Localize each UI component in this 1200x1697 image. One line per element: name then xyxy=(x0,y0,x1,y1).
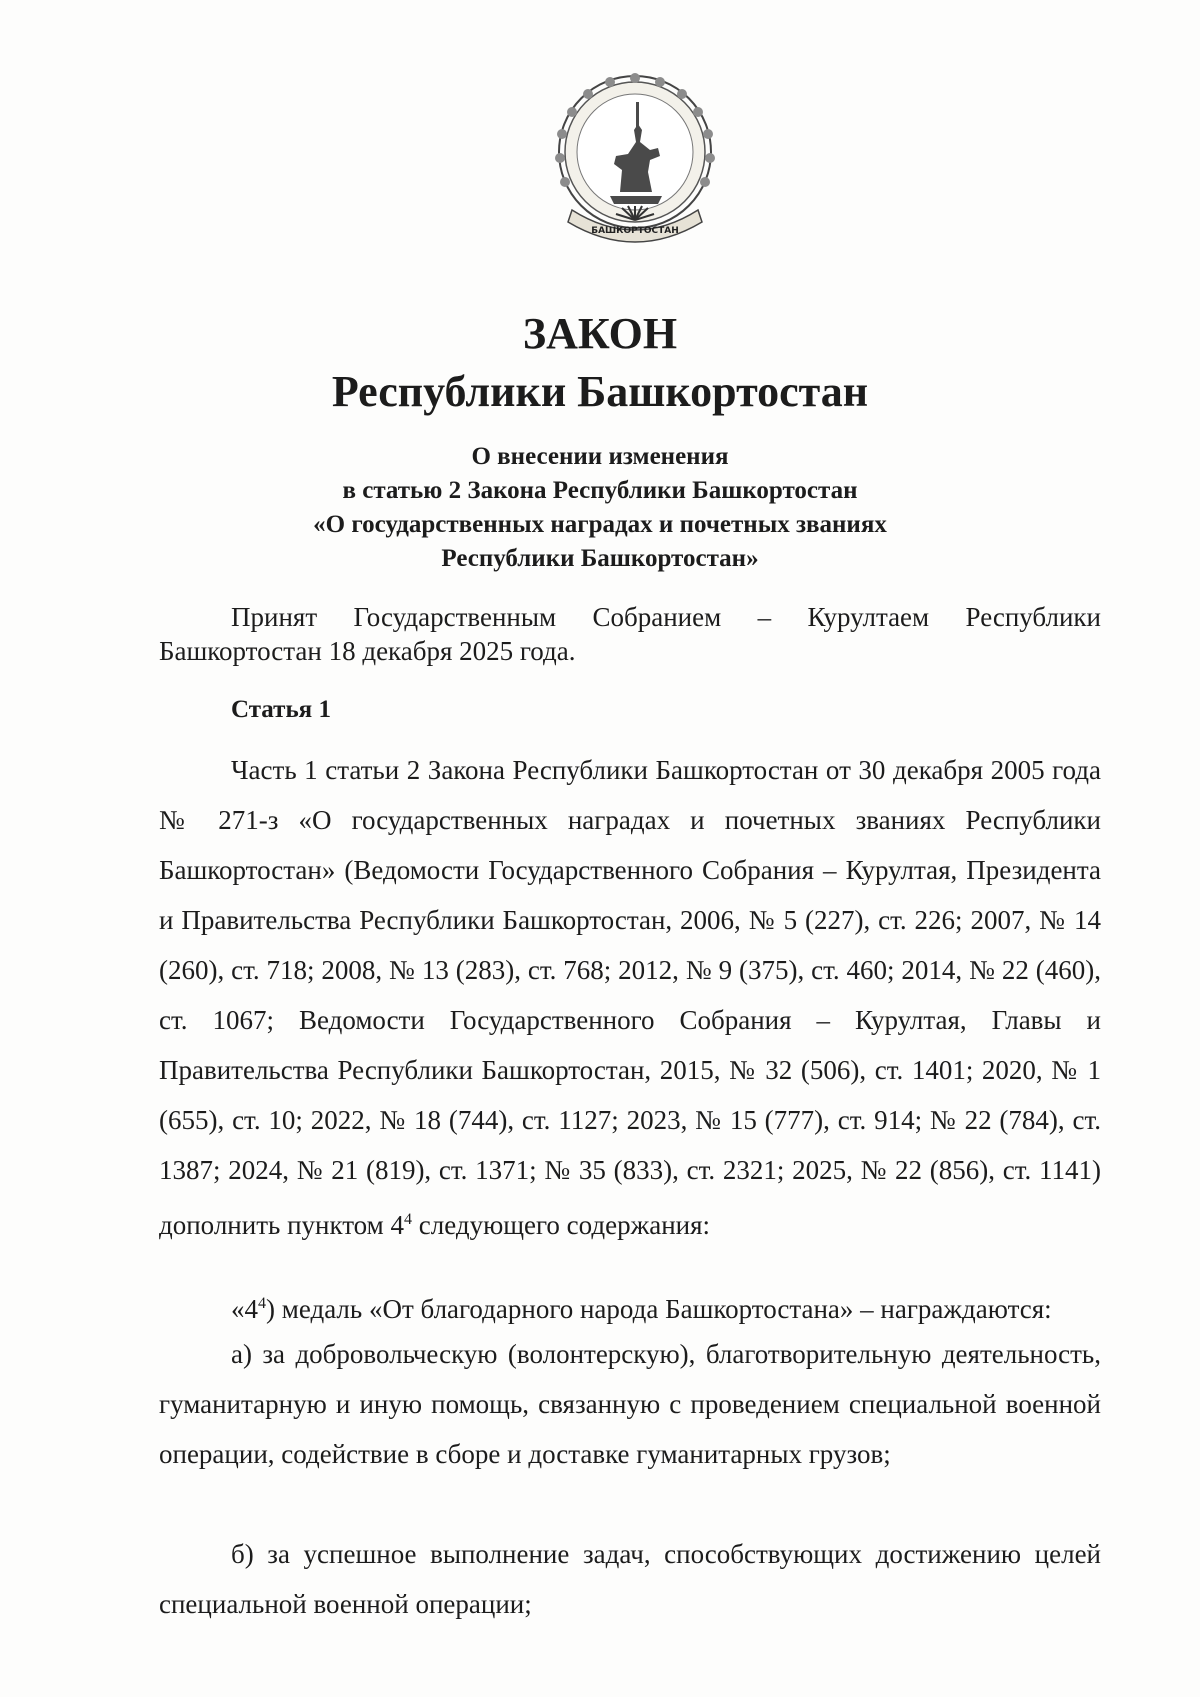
item-superscript: 4 xyxy=(258,1295,266,1312)
coat-of-arms-icon xyxy=(550,72,720,250)
paragraph-1-text: Часть 1 статьи 2 Закона Республики Башкортостан от 30 декабря 2005 года № 271-з «О государственных наградах и почетных званиях Республики Башкортостан» (Ведомости Государственного Собрания – Курултая, Президента и Правительства Республики Башкортостан, 2006, № 5 (227), ст. 226; 2007, № 14 (260), ст. 718; 2008, № 13 (283), ст. 768; 2012, № 9 (375), ст. 460; 2014, № 22 (460), ст. 1067; Ведомости Государственного Собрания – Курултая, Главы и Правительства Республики Башкортостан, 2015, № 32 (506), ст. 1401; 2020, № 1 (655), ст. 10; 2022, № 18 (744), ст. 1127; 2023, № 15 (777), ст. 914; № 22 (784), ст. 1387; 2024, № 21 (819), ст. 1371; № 35 (833), ст. 2321; 2025, № 22 (856), ст. 1141) дополнить пунктом 4 xyxy=(159,755,1101,1240)
subitem-a: а) за добровольческую (волонтерскую), благотворительную деятельность, гуманитарную и иную помощь, связанную с проведением специальной военной операции, содействие в сборе и доставке гуманитарных грузов; xyxy=(159,1339,1101,1469)
coat-of-arms-emblem xyxy=(550,72,720,250)
adoption-statement: Принят Государственным Собранием – Курултаем Республики Башкортостан 18 декабря 2025 года. xyxy=(159,602,1101,666)
document-title xyxy=(0,305,1200,421)
article-paragraph-1 xyxy=(159,745,1101,1250)
item-44-heading xyxy=(159,1279,1101,1334)
article-heading: Статья 1 xyxy=(231,696,331,723)
ribbon-text: БАШКОРТОСТАН xyxy=(591,226,679,236)
law-title-line2: в статью 2 Закона Республики Башкортостан xyxy=(342,477,858,504)
title-republic: Республики Башкортостан xyxy=(331,367,869,416)
item-rest: ) медаль «От благодарного народа Башкортостана» – награждаются: xyxy=(266,1294,1052,1324)
title-law: ЗАКОН xyxy=(522,309,678,358)
paragraph-1-tail: следующего содержания: xyxy=(412,1210,711,1240)
law-title-line4: Республики Башкортостан» xyxy=(441,545,759,572)
paragraph-1-superscript: 4 xyxy=(404,1211,412,1228)
item-open: «4 xyxy=(231,1294,258,1324)
law-title-line1: О внесении изменения xyxy=(471,443,729,470)
law-title-line3: «О государственных наградах и почетных званиях xyxy=(313,511,887,538)
subitem-b: б) за успешное выполнение задач, способствующих достижению целей специальной военной операции; xyxy=(159,1539,1101,1619)
law-title xyxy=(0,440,1200,576)
